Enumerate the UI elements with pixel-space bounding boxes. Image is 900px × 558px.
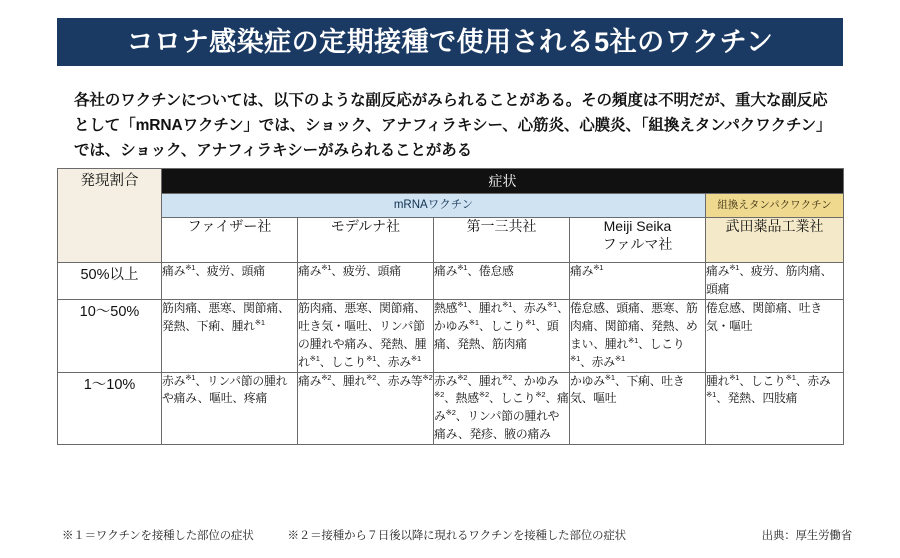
header-maker-meiji-line2: ファルマ社 bbox=[602, 235, 673, 252]
cell-10to50-meiji-seika: 倦怠感、頭痛、悪寒、筋肉痛、関節痛、発熱、めまい、腫れ$^{※1}$、しこり$^{※1}$、赤み$^{※1}$ bbox=[570, 299, 706, 372]
header-group-protein: 組換えタンパクワクチン bbox=[706, 194, 844, 218]
footnotes bbox=[62, 527, 852, 543]
header-maker-daiichi-sankyo: 第一三共社 bbox=[434, 218, 570, 263]
cell-1to10-moderna: 痛み$^{※2}$、腫れ$^{※2}$、赤み等$^{※2}$ bbox=[298, 372, 434, 445]
header-group-mrna: mRNAワクチン bbox=[162, 194, 706, 218]
table-row bbox=[58, 372, 844, 445]
header-maker-meiji-seika bbox=[570, 218, 706, 263]
header-maker-moderna: モデルナ社 bbox=[298, 218, 434, 263]
cell-over50-moderna: 痛み$^{※1}$、疲労、頭痛 bbox=[298, 263, 434, 300]
vaccine-side-effects-table bbox=[57, 168, 844, 445]
footnote-2: ※２＝接種から７日後以降に現れるワクチンを接種した部位の症状 bbox=[287, 530, 626, 542]
table-row bbox=[58, 263, 844, 300]
page-title: コロナ感染症の定期接種で使用される5社のワクチン bbox=[126, 26, 774, 57]
cell-over50-pfizer: 痛み$^{※1}$、疲労、頭痛 bbox=[162, 263, 298, 300]
table-header-row-makers bbox=[58, 218, 844, 263]
title-banner bbox=[57, 18, 843, 66]
table-row bbox=[58, 299, 844, 372]
header-rate-label: 発現割合 bbox=[58, 169, 162, 263]
source-label: 出典：厚生労働省 bbox=[761, 530, 852, 542]
row-label-10-50: 10〜50% bbox=[58, 299, 162, 372]
table-header-row-groups bbox=[58, 194, 844, 218]
lead-text: 各社のワクチンについては、以下のような副反応がみられることがある。その頻度は不明だが、重大な副反応として「mRNAワクチン」では、ショック、アナフィラキシー、心筋炎、心膜炎、「組換えタンパクワクチン」では、ショック、アナフィラキシーがみられることがある bbox=[74, 92, 832, 160]
table-header-row-symptom bbox=[58, 169, 844, 194]
cell-over50-takeda: 痛み$^{※1}$、疲労、筋肉痛、頭痛 bbox=[706, 263, 844, 300]
cell-10to50-moderna: 筋肉痛、悪寒、関節痛、吐き気・嘔吐、リンパ節の腫れや痛み、発熱、腫れ$^{※1}$、しこり$^{※1}$、赤み$^{※1}$ bbox=[298, 299, 434, 372]
vaccine-table-wrapper bbox=[57, 168, 843, 445]
cell-over50-daiichi-sankyo: 痛み$^{※1}$、倦怠感 bbox=[434, 263, 570, 300]
row-label-1-10: 1〜10% bbox=[58, 372, 162, 445]
header-maker-meiji-line1: Meiji Seika bbox=[603, 218, 672, 234]
lead-paragraph bbox=[74, 88, 834, 163]
header-maker-pfizer: ファイザー社 bbox=[162, 218, 298, 263]
cell-1to10-takeda: 腫れ$^{※1}$、しこり$^{※1}$、赤み$^{※1}$、発熱、四肢痛 bbox=[706, 372, 844, 445]
cell-1to10-daiichi-sankyo: 赤み$^{※2}$、腫れ$^{※2}$、かゆみ$^{※2}$、熱感$^{※2}$、しこり$^{※2}$、痛み$^{※2}$、リンパ節の腫れや痛み、発疹、腋の痛み bbox=[434, 372, 570, 445]
cell-over50-meiji-seika: 痛み$^{※1}$ bbox=[570, 263, 706, 300]
cell-10to50-takeda: 倦怠感、関節痛、吐き気・嘔吐 bbox=[706, 299, 844, 372]
header-symptom-label: 症状 bbox=[162, 169, 844, 194]
row-label-over-50: 50%以上 bbox=[58, 263, 162, 300]
footnote-1: ※１＝ワクチンを接種した部位の症状 bbox=[62, 530, 254, 542]
header-maker-takeda: 武田薬品工業社 bbox=[706, 218, 844, 263]
cell-1to10-meiji-seika: かゆみ$^{※1}$、下痢、吐き気、嘔吐 bbox=[570, 372, 706, 445]
cell-1to10-pfizer: 赤み$^{※1}$、リンパ節の腫れや痛み、嘔吐、疼痛 bbox=[162, 372, 298, 445]
cell-10to50-pfizer: 筋肉痛、悪寒、関節痛、発熱、下痢、腫れ$^{※1}$ bbox=[162, 299, 298, 372]
cell-10to50-daiichi-sankyo: 熱感$^{※1}$、腫れ$^{※1}$、赤み$^{※1}$、かゆみ$^{※1}$、しこり$^{※1}$、頭痛、発熱、筋肉痛 bbox=[434, 299, 570, 372]
